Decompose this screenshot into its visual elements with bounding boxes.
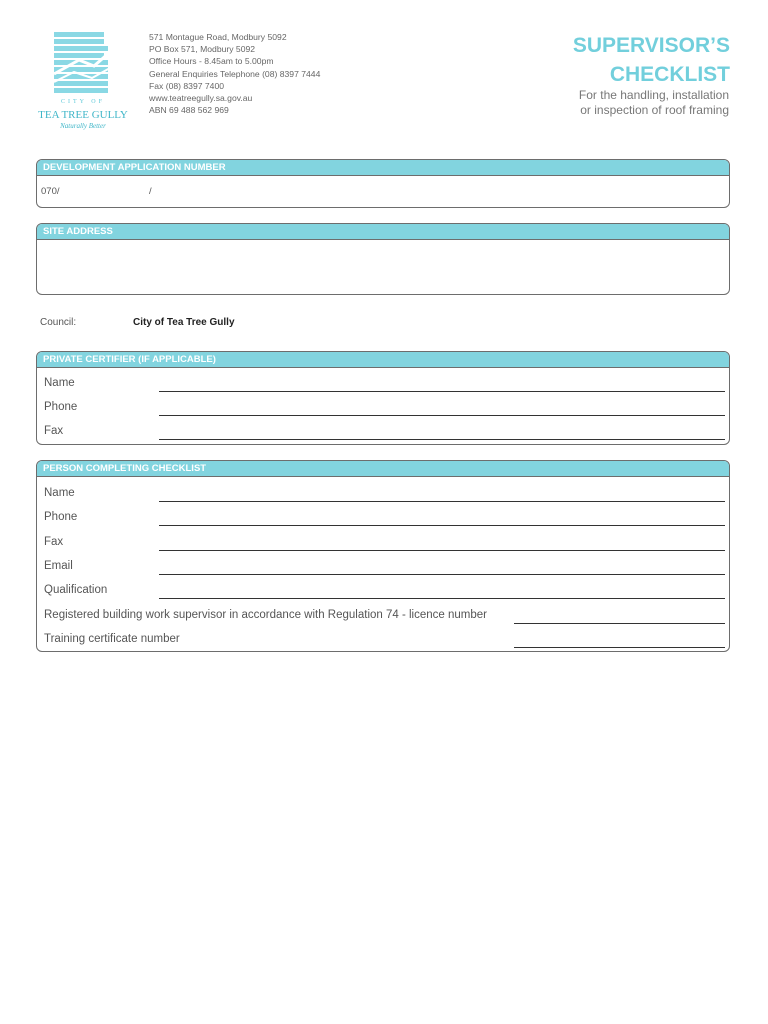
development-application-heading: DEVELOPMENT APPLICATION NUMBER <box>37 160 729 176</box>
person-fax-label: Fax <box>44 536 64 548</box>
contact-po-box: PO Box 571, Modbury 5092 <box>149 44 256 55</box>
person-qualification-field[interactable] <box>159 598 725 599</box>
person-name-label: Name <box>44 487 75 499</box>
certifier-fax-field[interactable] <box>159 439 725 440</box>
certifier-fax-label: Fax <box>44 425 64 437</box>
certifier-fax-row <box>44 416 725 440</box>
logo-city-text: CITY OF <box>61 99 105 105</box>
person-training-field[interactable] <box>514 647 725 648</box>
person-licence-label: Registered building work supervisor in accordance with Regulation 74 - licence number <box>44 609 487 621</box>
person-qualification-label: Qualification <box>44 584 108 596</box>
document-subtitle-line-2: or inspection of roof framing <box>580 103 729 117</box>
council-logo <box>34 32 132 134</box>
logo-emblem-icon <box>34 32 132 98</box>
council-value: City of Tea Tree Gully <box>133 317 235 328</box>
person-email-label: Email <box>44 560 73 572</box>
document-title-line-2: CHECKLIST <box>609 63 730 86</box>
private-certifier-panel <box>36 351 730 445</box>
application-number-separator: / <box>149 186 152 197</box>
person-licence-row <box>44 600 725 624</box>
contact-abn: ABN 69 488 562 969 <box>149 105 229 116</box>
certifier-name-row <box>44 368 725 392</box>
person-completing-heading: PERSON COMPLETING CHECKLIST <box>37 461 729 477</box>
certifier-phone-label: Phone <box>44 401 78 413</box>
council-label: Council: <box>40 317 77 328</box>
certifier-phone-row <box>44 392 725 416</box>
person-training-row <box>44 624 725 648</box>
logo-tagline: Naturally Better <box>60 122 106 130</box>
document-subtitle-line-1: For the handling, installation <box>578 88 729 102</box>
site-address-heading: SITE ADDRESS <box>37 224 729 240</box>
person-phone-field[interactable] <box>159 525 725 526</box>
contact-website: www.teatreegully.sa.gov.au <box>149 93 253 104</box>
person-phone-label: Phone <box>44 511 78 523</box>
contact-office-hours: Office Hours - 8.45am to 5.00pm <box>149 56 274 67</box>
application-number-prefix[interactable]: 070/ <box>41 186 60 197</box>
document-title-line-1: SUPERVISOR’S <box>572 34 730 57</box>
contact-address: 571 Montague Road, Modbury 5092 <box>149 32 287 42</box>
person-fax-row <box>44 527 725 551</box>
person-name-row <box>44 478 725 502</box>
development-application-panel <box>36 159 730 208</box>
person-completing-panel <box>36 460 730 652</box>
person-qualification-row <box>44 575 725 599</box>
contact-fax: Fax (08) 8397 7400 <box>149 80 225 91</box>
document-title <box>573 31 730 89</box>
site-address-panel[interactable] <box>36 223 730 295</box>
contact-details <box>149 31 320 116</box>
contact-telephone: General Enquiries Telephone (08) 8397 7444 <box>149 68 321 79</box>
logo-name-text: TEA TREE GULLY <box>38 109 128 121</box>
person-phone-row <box>44 502 725 526</box>
person-email-row <box>44 551 725 575</box>
document-subtitle <box>579 88 729 118</box>
certifier-name-label: Name <box>44 377 75 389</box>
private-certifier-heading: PRIVATE CERTIFIER (IF APPLICABLE) <box>37 352 729 368</box>
person-training-label: Training certificate number <box>44 633 180 645</box>
